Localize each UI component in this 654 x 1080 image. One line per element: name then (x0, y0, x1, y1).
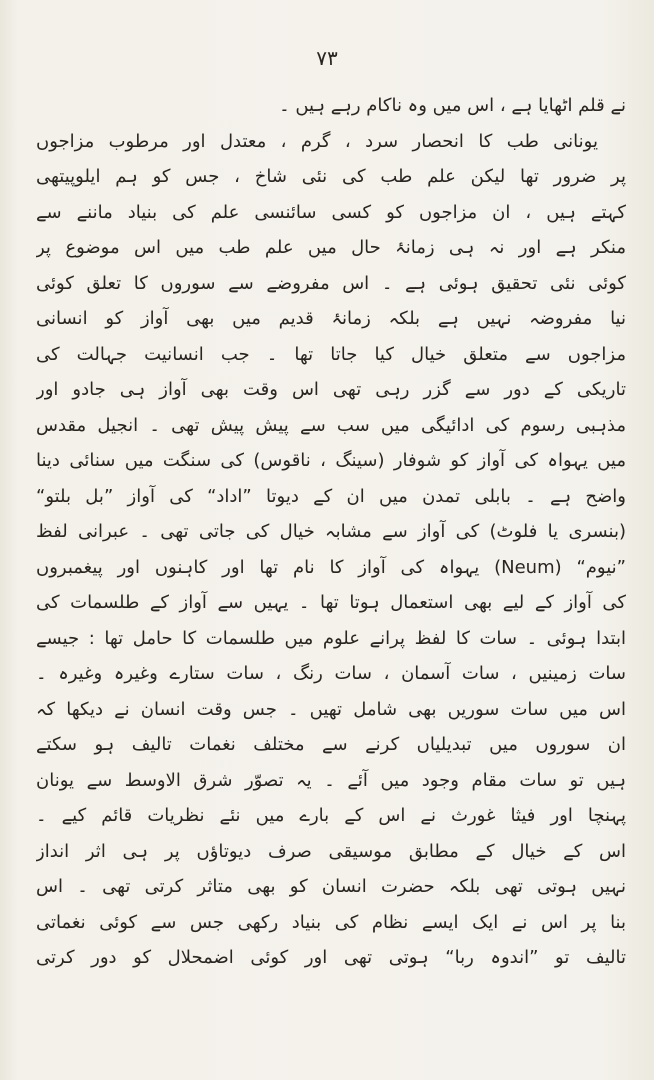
text-line: کی آواز کے لیے بھی استعمال ہوتا تھا ۔ یہیں سے آواز کے طلسمات کی (36, 592, 626, 613)
text-line: واضح ہے ۔ بابلی تمدن میں ان کے دیوتا ”اداد“ کی آواز ”بل بلتو“ (36, 485, 626, 507)
text-line: ہیں تو سات مقام وجود میں آئے ۔ یہ تصوّر شرق الاوسط سے یونان (36, 769, 626, 791)
text-line: نیا مفروضہ نہیں ہے بلکہ زمانۂ قدیم میں بھی آواز کو انسانی (36, 308, 626, 329)
text-line: بنا پر اس نے ایک ایسے نظام کی بنیاد رکھی جس سے کوئی نغماتی (36, 911, 626, 933)
text-line: (بنسری یا فلوٹ) کی آواز سے مشابہ خیال کی جاتی تھی ۔ عبرانی لفظ (36, 521, 626, 542)
text-line: اس کے خیال کے مطابق موسیقی صرف دیوتاؤں پر ہی اثر انداز (36, 840, 626, 862)
text-line: میں یہواہ کی آواز کو شوفار (سینگ ، ناقوس) کی سنگت میں سنائی دینا (36, 450, 626, 471)
text-body (36, 88, 626, 976)
text-line: ”نیوم“ (Neum) یہواہ کی آواز کا نام تھا اور کاہنوں اور پیغمبروں (36, 556, 626, 578)
text-line: نے قلم اٹھایا ہے ، اس میں وہ ناکام رہے ہیں ۔ (279, 95, 626, 116)
text-line: نہیں ہوتی تھی بلکہ حضرت انسان کو بھی متاثر کرتی تھی ۔ اس (36, 876, 626, 897)
page-number: ۷۳ (316, 46, 338, 70)
text-line: مذہبی رسوم کی ادائیگی میں سب سے پیش پیش تھی ۔ انجیل مقدس (36, 414, 626, 436)
text-line: ان سوروں میں تبدیلیاں کرنے سے مختلف نغمات تالیف ہو سکتے (36, 734, 626, 755)
text-line: سات زمینیں ، سات آسمان ، سات رنگ ، سات ستارے وغیرہ وغیرہ ۔ (36, 663, 626, 684)
text-line: پہنچا اور فیثا غورث نے اس کے بارے میں نئے نظریات قائم کیے ۔ (36, 805, 626, 826)
text-line: تاریکی کے دور سے گزر رہی تھی اس وقت بھی آواز ہی جادو اور (36, 379, 626, 400)
text-line: کوئی نئی تحقیق ہوئی ہے ۔ اس مفروضے سے سوروں کا تعلق کوئی (36, 272, 626, 294)
text-line: مزاجوں سے متعلق خیال کیا جاتا تھا ۔ جب انسانیت جہالت کی (36, 343, 626, 365)
text-line: منکر ہے اور نہ ہی زمانۂ حال میں علم طب میں اس موضوع پر (36, 237, 626, 258)
text-line: کہتے ہیں ، ان مزاجوں کو کسی سائنسی علم کی بنیاد ماننے سے (36, 201, 626, 223)
text-line: یونانی طب کا انحصار سرد ، گرم ، معتدل اور مرطوب مزاجوں (36, 130, 598, 152)
text-line: پر ضرور تھا لیکن علم طب کی نئی شاخ ، جس کو ہم ایلوپیتھی (36, 166, 626, 187)
text-line: اس میں سات سوریں بھی شامل تھیں ۔ جس وقت انسان نے دیکھا کہ (36, 698, 626, 720)
text-line: تالیف تو ”اندوہ ربا“ ہوتی تھی اور کوئی اضمحلال کو دور کرتی (36, 947, 626, 968)
text-line: ابتدا ہوئی ۔ سات کا لفظ پرانے علوم میں طلسمات کا حامل تھا : جیسے (36, 627, 626, 649)
